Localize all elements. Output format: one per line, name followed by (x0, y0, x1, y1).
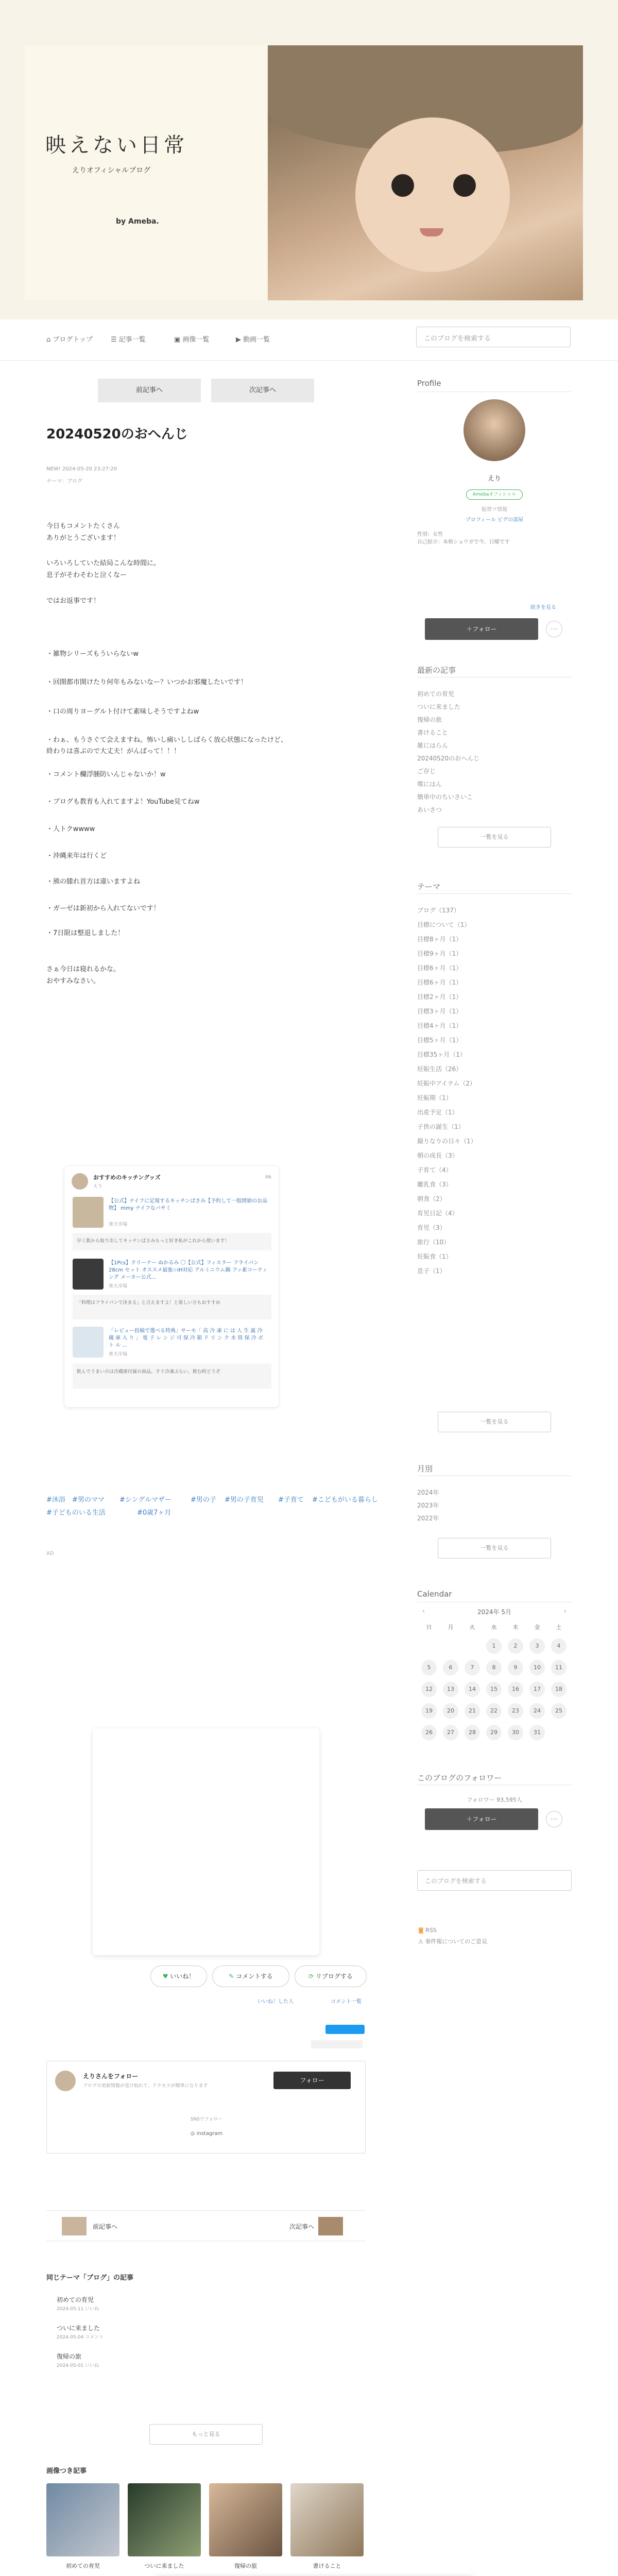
follow-box-title: えりさんをフォロー (83, 2073, 139, 2080)
follow-box-desc: ブログの更新情報が受け取れて、アクセスが簡単になります (83, 2083, 208, 2089)
calendar-day[interactable]: 17 (529, 1682, 545, 1697)
image-posts-title: 画像つき記事 (46, 2467, 87, 2475)
same-theme-item[interactable]: ついに来ました (57, 2325, 100, 2332)
blog-subtitle: えりオフィシャルブログ (72, 166, 151, 175)
product-title: 「レビュー投稿で選べる特典」サーモ「 高 冷 凍 に は 人 生 誕 冷 蔵 庫 入 り 」 電 子 レ ン ジ 可 保 冷 箱 ド リ ン ク 水 筒 保 冷 ボ ト ル ... (109, 1328, 263, 1348)
same-theme-date: 2024-05-11 いいね (57, 2307, 99, 2312)
recent-link[interactable]: 復帰の旅 (417, 716, 442, 723)
image-post-thumb[interactable] (290, 2483, 364, 2556)
calendar-day[interactable]: 5 (421, 1660, 437, 1675)
nav-article-list[interactable]: ☰ 記事一覧 (111, 336, 146, 344)
next-thumb (318, 2217, 343, 2235)
recommend-author: えり (93, 1184, 103, 1189)
body-line: ではお返事です！ (46, 597, 100, 605)
image-post-thumb[interactable] (46, 2483, 119, 2556)
blog-header (0, 0, 618, 319)
follow-box (46, 2061, 366, 2154)
theme-link[interactable]: 目標9ヶ月（1） (417, 950, 462, 957)
hashtag[interactable]: #シングルマザー (119, 1496, 171, 1504)
calendar-weekday: 日 (426, 1624, 432, 1631)
photo-face (355, 117, 510, 272)
body-line: ・人トクwwww (46, 825, 95, 833)
instagram-icon: ◎ (190, 2131, 197, 2137)
body-line: いろいろしていた結局こんな時間に。 (46, 560, 161, 567)
recent-link[interactable]: 簡単中のちいさいこ (417, 793, 473, 801)
instagram-link[interactable]: ◎ instagram (190, 2131, 223, 2137)
calendar-day[interactable]: 24 (529, 1703, 545, 1719)
theme-link[interactable]: 撮りなりの日々（1） (417, 1138, 477, 1145)
calendar-day[interactable]: 4 (551, 1638, 566, 1654)
sns-follow-label: SNSでフォロー (190, 2117, 223, 2122)
calendar-day[interactable]: 27 (443, 1725, 458, 1740)
image-post-caption: 書けること (313, 2563, 341, 2569)
calendar-title: Calendar (417, 1589, 452, 1599)
recommend-header: おすすめのキッチングッズ (93, 1174, 161, 1181)
divider (417, 893, 572, 894)
calendar-day[interactable]: 3 (529, 1638, 545, 1654)
archive-link[interactable]: 2022年 (417, 1515, 439, 1522)
calendar-prev-icon[interactable]: ‹ (422, 1607, 425, 1615)
article-title[interactable]: 20240520のおへんじ (46, 427, 188, 442)
reblog-button[interactable]: ⟳ リブログする (295, 1965, 367, 1987)
recommend-item[interactable] (73, 1197, 271, 1228)
list-icon: ☰ (111, 336, 119, 344)
profile-name[interactable]: えり (487, 475, 501, 483)
theme-link[interactable]: 目標2ヶ月（1） (417, 993, 462, 1001)
hashtag[interactable]: #沐浴 (46, 1496, 65, 1504)
hashtag[interactable]: #子どものいる生活 (46, 1509, 106, 1517)
theme-link[interactable]: 目標4ヶ月（1） (417, 1022, 462, 1029)
theme-link[interactable]: 妊娠期（1） (417, 1094, 452, 1101)
rss-icon: ◙ (418, 1927, 426, 1934)
theme-link[interactable]: 目標6ヶ月（1） (417, 964, 462, 972)
body-line: ・コメント欄浮腫防いんじゃないか！w (46, 771, 166, 778)
home-icon: ⌂ (46, 336, 53, 344)
blog-search-input[interactable]: このブログを検索する (416, 327, 571, 347)
image-post-caption: ついに来ました (144, 2563, 184, 2569)
body-line: ・回開都市開けたり何年もみないなー？いつかお邪魔したいです！ (46, 679, 248, 686)
calendar-day[interactable]: 11 (551, 1660, 566, 1675)
calendar-weekday: 金 (534, 1624, 540, 1631)
calendar-day[interactable]: 23 (508, 1703, 523, 1719)
same-theme-more-button[interactable]: もっと見る (149, 2424, 263, 2445)
product-shop: 楽天市場 (109, 1352, 128, 1357)
theme-link[interactable]: 離乳食（3） (417, 1181, 452, 1188)
body-line: ・雑物シリーズもういらないw (46, 650, 139, 658)
theme-more-button[interactable]: 一覧を見る (438, 1412, 551, 1432)
theme-link[interactable]: 子育て（4） (417, 1166, 452, 1174)
nav-blog-top[interactable]: ⌂ ブログトップ (46, 336, 93, 344)
calendar-weekday: 火 (469, 1624, 475, 1631)
body-line: さぁ今日は寝れるかな。 (46, 965, 121, 973)
recent-link[interactable]: 20240520のおへんじ (417, 755, 480, 762)
blog-title[interactable]: 映えない日常 (45, 133, 187, 157)
profile-more-link[interactable]: 続きを見る (530, 605, 556, 611)
image-post-thumb[interactable] (209, 2483, 282, 2556)
more-options-icon[interactable]: ⋯ (546, 621, 562, 637)
calendar-weekday: 木 (512, 1624, 519, 1631)
nav-image-list[interactable]: ▣ 画像一覧 (174, 336, 210, 344)
calendar-next-icon[interactable]: › (564, 1607, 566, 1615)
calendar-day[interactable]: 20 (443, 1703, 458, 1719)
archive-link[interactable]: 2024年 (417, 1489, 439, 1496)
recent-title: 最新の記事 (417, 666, 456, 675)
recommend-note: 「料理はフライパンで決まる」と言えますよ！と欲しい方もおすすめ (73, 1295, 271, 1319)
calendar-day[interactable]: 28 (465, 1725, 480, 1740)
like-count-link[interactable]: いいね！した人 (258, 1999, 294, 2005)
photo-eye-left (391, 174, 414, 197)
sidebar-search-input[interactable]: このブログを検索する (417, 1870, 572, 1891)
theme-link[interactable]: 目標35ヶ月（1） (417, 1051, 466, 1058)
recommend-box (64, 1165, 279, 1408)
bottom-pager (46, 2210, 366, 2241)
product-thumb (73, 1197, 104, 1228)
article-theme[interactable]: テーマ：ブログ (46, 479, 82, 484)
calendar-day[interactable]: 25 (551, 1703, 566, 1719)
body-line: ・熊の膝れ首方は違いますよね (46, 878, 141, 886)
recent-link[interactable]: ご存じ (417, 768, 436, 775)
video-icon: ▶ (236, 336, 244, 344)
theme-link[interactable]: 目標3ヶ月（1） (417, 1008, 462, 1015)
image-post-caption: 初めての育児 (66, 2563, 100, 2569)
body-line: ・沖縄来年は行くど (46, 852, 107, 860)
same-theme-title: 同じテーマ「ブログ」の記事 (46, 2274, 134, 2282)
body-line: おやすみなさい。 (46, 977, 100, 985)
calendar-weekday: 月 (448, 1624, 454, 1631)
calendar-day[interactable]: 1 (486, 1638, 502, 1654)
follow-button[interactable]: フォロー (273, 2072, 351, 2089)
calendar-month: 2024年 5月 (477, 1608, 511, 1616)
recommend-avatar (72, 1173, 88, 1190)
product-shop: 楽天市場 (109, 1222, 128, 1227)
product-title: 【1Pcs】クリーナー ぬかるみ 〇【公式】フィスラー フライパン 28cm セット オススメ最強☆IH対応 アルミニウム鍋 フッ素コーティング メーカー公式... (109, 1260, 268, 1280)
theme-link[interactable]: 目標について（1） (417, 921, 471, 928)
calendar-day[interactable]: 16 (508, 1682, 523, 1697)
body-line: 今日もコメントたくさん (46, 522, 121, 530)
more-options-icon[interactable]: ⋯ (546, 1811, 562, 1827)
theme-link[interactable]: 目標8ヶ月（1） (417, 936, 462, 943)
recommend-note: 早く肌から取り出してキッチンばさみもっと好き私がこれから使います！ (73, 1233, 271, 1250)
body-line: ・口の周りヨーグルト付けて素味しそうですよねw (46, 708, 199, 716)
calendar-day[interactable]: 22 (486, 1703, 502, 1719)
article-date: NEW! 2024-05-20 23:27:20 (46, 466, 117, 472)
header-photo (268, 45, 583, 300)
warning-icon: ⚠ (418, 1938, 425, 1945)
calendar-day[interactable]: 7 (465, 1660, 480, 1675)
followers-count: フォロワー 93,595人 (467, 1797, 522, 1803)
calendar-day[interactable]: 31 (529, 1725, 545, 1740)
prev-article-button[interactable]: 前記事へ (98, 379, 201, 402)
product-thumb (73, 1259, 104, 1290)
calendar-day[interactable]: 29 (486, 1725, 502, 1740)
theme-link[interactable]: 育児（3） (417, 1224, 446, 1231)
sidebar-follow-button[interactable]: ＋フォロー (425, 618, 538, 640)
calendar-day[interactable]: 30 (508, 1725, 523, 1740)
calendar-day[interactable]: 21 (465, 1703, 480, 1719)
hashtag[interactable]: #0歳7ヶ月 (137, 1509, 171, 1517)
calendar-day[interactable]: 2 (508, 1638, 523, 1654)
prev-thumb (62, 2217, 87, 2235)
avatar (55, 2071, 76, 2091)
product-shop: 楽天市場 (109, 1284, 128, 1289)
body-line: ・7日限は整退しました！ (46, 929, 125, 937)
hashtag[interactable]: #子育て (278, 1496, 304, 1504)
archive-more-button[interactable]: 一覧を見る (438, 1538, 551, 1558)
calendar-day[interactable]: 18 (551, 1682, 566, 1697)
recent-link[interactable]: 書けること (417, 729, 449, 736)
calendar-day[interactable]: 19 (421, 1703, 437, 1719)
recent-link[interactable]: 初めての育児 (417, 690, 455, 698)
theme-link[interactable]: 旅行（10） (417, 1239, 450, 1246)
heart-icon: ♥ (162, 1973, 170, 1980)
photo-eye-right (453, 174, 476, 197)
report-link[interactable]: ⚠ 事件報についてのご意見 (418, 1938, 488, 1945)
calendar-day[interactable]: 26 (421, 1725, 437, 1740)
theme-link[interactable]: 妊娠食（1） (417, 1253, 452, 1260)
same-theme-date: 2024-05-01 いいね (57, 2363, 99, 2368)
recent-link[interactable]: 喋にはん (417, 781, 442, 788)
calendar-day[interactable]: 6 (443, 1660, 458, 1675)
theme-link[interactable]: ブログ（137） (417, 907, 460, 914)
theme-title: テーマ (417, 882, 441, 891)
hashtag[interactable]: #男の子育児 (225, 1496, 264, 1504)
body-line: ありがとうございます！ (46, 534, 121, 542)
recent-more-button[interactable]: 一覧を見る (438, 827, 551, 848)
calendar-day[interactable]: 13 (443, 1682, 458, 1697)
theme-link[interactable]: 息子（1） (417, 1267, 446, 1275)
comment-icon: ✎ (229, 1973, 236, 1980)
calendar-day[interactable]: 15 (486, 1682, 502, 1697)
body-line: ・ガーゼは新初から入れてないです！ (46, 905, 160, 912)
recent-link[interactable]: あいさつ (417, 806, 442, 814)
theme-link[interactable]: 子供の誕生（1） (417, 1123, 465, 1130)
archive-title: 月別 (417, 1464, 433, 1473)
theme-link[interactable]: 妊娠生活（26） (417, 1065, 462, 1073)
like-button[interactable]: ♥ いいね！ (150, 1965, 207, 1987)
recommend-item[interactable] (73, 1327, 271, 1358)
profile-desc: 性別：女性 自己紹介：本格ショウガで今、日曜です (417, 532, 510, 545)
next-article-button[interactable]: 次記事へ (211, 379, 314, 402)
hashtag[interactable]: #こどもがいる暮らし (312, 1496, 378, 1504)
profile-links[interactable]: プロフィール ピグの部屋 (465, 517, 524, 523)
followers-title: このブログのフォロワー (417, 1773, 502, 1783)
rss-link[interactable]: ◙ RSS (418, 1927, 437, 1934)
recommend-item[interactable] (73, 1259, 271, 1290)
profile-avatar[interactable] (464, 399, 525, 461)
comment-list-link[interactable]: コメント一覧 (331, 1999, 362, 2005)
profile-title: Profile (417, 379, 441, 388)
theme-link[interactable]: 目標6ヶ月（1） (417, 979, 462, 986)
calendar-day[interactable]: 9 (508, 1660, 523, 1675)
image-post-caption: 復帰の旅 (234, 2563, 257, 2569)
product-thumb (73, 1327, 104, 1358)
same-theme-item[interactable]: 初めての育児 (57, 2296, 94, 2303)
hashtag[interactable]: #男のママ (72, 1496, 105, 1504)
recommend-badge: PR (265, 1175, 271, 1180)
ad-card[interactable] (93, 1728, 319, 1955)
product-title: 【公式】ナイフに定規するキッチンばさみ【予約して一般開始のお品物】 mmy ナイフなバサミ (109, 1198, 268, 1211)
prev-article-link[interactable]: 前記事へ (93, 2223, 118, 2230)
body-line: ・わぁ、もうさぐて会えますね。怖いし痛いししばらく放心状態になったけど、 (46, 736, 287, 744)
theme-link[interactable]: 目標5ヶ月（1） (417, 1037, 462, 1044)
nav-video-list[interactable]: ▶ 動画一覧 (236, 336, 270, 344)
share-link-button[interactable] (311, 2040, 363, 2048)
ad-label: AD (46, 1551, 54, 1556)
official-badge: Amebaオフィシャル (466, 489, 523, 500)
calendar-day[interactable]: 12 (421, 1682, 437, 1697)
theme-link[interactable]: 朝食（2） (417, 1195, 446, 1202)
body-line: ・ブログも教育も入れてますよ！YouTube見てねw (46, 798, 200, 806)
followers-follow-button[interactable]: ＋フォロー (425, 1808, 538, 1830)
calendar-weekday: 水 (491, 1624, 497, 1631)
recommend-note: 飲んでうまいのは冷蔵庫付属の商品。すぐ冷凍ぷらい。飲む時どうぞ (73, 1364, 271, 1388)
hashtag[interactable]: #男の子 (191, 1496, 216, 1504)
calendar-day[interactable]: 10 (529, 1660, 545, 1675)
share-x-button[interactable] (325, 2025, 365, 2034)
image-post-thumb[interactable] (128, 2483, 201, 2556)
ameba-brand: by Ameba. (116, 217, 159, 226)
same-theme-date: 2024-05-04 コメント (57, 2335, 104, 2340)
theme-link[interactable]: 朝の成長（3） (417, 1152, 458, 1159)
theme-link[interactable]: 妊娠中アイテム（2） (417, 1080, 476, 1087)
calendar-weekday: 土 (556, 1624, 562, 1631)
theme-link[interactable]: 育児日記（4） (417, 1210, 458, 1217)
calendar-day[interactable]: 8 (486, 1660, 502, 1675)
recent-link[interactable]: ついに来ました (417, 703, 461, 710)
calendar-day[interactable]: 14 (465, 1682, 480, 1697)
next-article-link[interactable]: 次記事へ (289, 2223, 315, 2230)
archive-link[interactable]: 2023年 (417, 1502, 439, 1509)
reblog-icon: ⟳ (308, 1973, 316, 1980)
theme-link[interactable]: 出産予定（1） (417, 1109, 458, 1116)
comment-button[interactable]: ✎ コメントする (212, 1965, 289, 1987)
image-icon: ▣ (174, 336, 183, 344)
recent-link[interactable]: 雑にはらん (417, 742, 449, 749)
body-line: 終わりは喜ぶので大丈夫！がんばって！！！ (46, 748, 181, 755)
profile-role: 振替ツ情報 (482, 507, 507, 513)
body-line: 息子がそわそわと泣くなー (46, 571, 127, 579)
same-theme-item[interactable]: 復帰の旅 (57, 2353, 82, 2360)
